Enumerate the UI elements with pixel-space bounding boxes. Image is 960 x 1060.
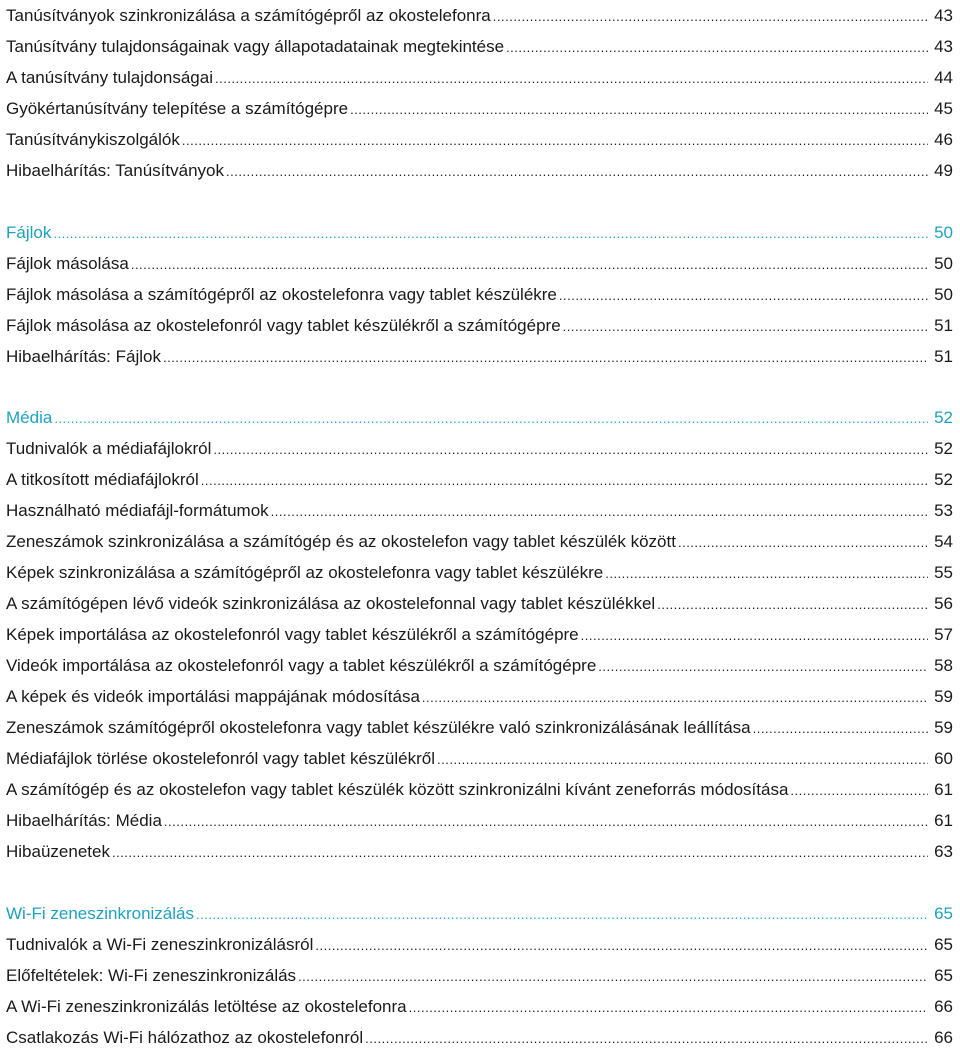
toc-page-number: 52 (934, 470, 953, 489)
toc-entry[interactable] (6, 960, 953, 991)
toc-page-number: 65 (934, 965, 953, 985)
toc-page-number: 50 (934, 253, 953, 273)
toc-entry-label: Fájlok másolása az okostelefonról vagy tablet készülékről a számítógépre (6, 315, 561, 335)
dot-leader (196, 899, 928, 930)
dot-leader (163, 342, 928, 373)
toc-entry-label: Wi-Fi zeneszinkronizálás (6, 903, 194, 923)
toc-entry[interactable] (6, 712, 953, 743)
dot-leader (493, 1, 928, 32)
toc-entry[interactable] (6, 0, 953, 31)
toc-page-number: 65 (934, 934, 953, 954)
toc-page-number: 44 (934, 68, 953, 87)
toc-entry-label: Képek szinkronizálása a számítógépről az okostelefonra vagy tablet készülékre (6, 563, 604, 582)
dot-leader (678, 527, 928, 558)
toc-entry-label: Hibaelhárítás: Fájlok (6, 346, 161, 366)
dot-leader (559, 280, 928, 311)
dot-leader (506, 32, 928, 63)
dot-leader (271, 496, 928, 527)
dot-leader (315, 930, 928, 961)
toc-page-number: 45 (934, 99, 953, 118)
dot-leader (215, 63, 928, 94)
toc-entry-label: A titkosított médiafájlokról (6, 470, 199, 489)
dot-leader (226, 156, 928, 187)
table-of-contents (6, 0, 953, 1053)
toc-entry-label: Tanúsítványok szinkronizálása a számítógépről az okostelefonra (6, 6, 491, 25)
toc-entry-label: Fájlok másolása a számítógépről az okostelefonra vagy tablet készülékre (6, 284, 557, 304)
toc-entry[interactable] (6, 526, 953, 557)
toc-entry[interactable] (6, 743, 953, 774)
toc-entry[interactable] (6, 62, 953, 93)
toc-page-number: 53 (934, 501, 953, 520)
dot-leader (563, 311, 928, 342)
toc-entry-label: Előfeltételek: Wi-Fi zeneszinkronizálás (6, 965, 297, 985)
toc-entry-label: Tanúsítványkiszolgálók (6, 130, 180, 149)
toc-section-heading[interactable] (6, 217, 953, 248)
toc-entry-label: Tudnivalók a médiafájlokról (6, 439, 212, 458)
toc-entry-label: Média (6, 408, 53, 427)
dot-leader (213, 434, 928, 465)
toc-page-number: 46 (934, 130, 953, 149)
toc-page-number: 55 (934, 563, 953, 582)
toc-entry[interactable] (6, 588, 953, 619)
toc-page-number: 66 (934, 996, 953, 1016)
toc-entry[interactable] (6, 341, 953, 372)
toc-entry[interactable] (6, 619, 953, 650)
dot-leader (790, 775, 928, 806)
dot-leader (422, 682, 928, 713)
toc-section-heading[interactable] (6, 898, 953, 929)
toc-entry-label: Hibaelhárítás: Tanúsítványok (6, 161, 224, 180)
toc-entry-label: A számítógépen lévő videók szinkronizálása az okostelefonnal vagy tablet készülékkel (6, 594, 656, 613)
toc-entry-label: A számítógép és az okostelefon vagy tablet készülék között szinkronizálni kívánt zeneforrás módosítása (6, 780, 789, 799)
dot-leader (131, 249, 928, 280)
toc-page-number: 60 (934, 749, 953, 768)
toc-entry-label: Médiafájlok törlése okostelefonról vagy tablet készülékről (6, 749, 436, 768)
toc-page-number: 59 (934, 718, 953, 737)
toc-entry[interactable] (6, 495, 953, 526)
toc-entry[interactable] (6, 681, 953, 712)
dot-leader (753, 713, 928, 744)
toc-page-number: 51 (934, 346, 953, 366)
toc-entry-label: Hibaüzenetek (6, 842, 110, 861)
toc-entry[interactable] (6, 93, 953, 124)
toc-page-number: 43 (934, 37, 953, 56)
toc-page-number: 50 (934, 222, 953, 242)
dot-leader (437, 744, 928, 775)
toc-entry-label: Használható médiafájl-formátumok (6, 501, 269, 520)
toc-entry[interactable] (6, 774, 953, 805)
toc-entry-label: Zeneszámok szinkronizálása a számítógép és az okostelefon vagy tablet készülék között (6, 532, 676, 551)
toc-page-number: 61 (934, 780, 953, 799)
toc-page-number: 59 (934, 687, 953, 706)
dot-leader (182, 125, 928, 156)
toc-entry[interactable] (6, 557, 953, 588)
toc-page-number: 58 (934, 656, 953, 675)
toc-entry[interactable] (6, 464, 953, 495)
dot-leader (350, 94, 928, 125)
toc-entry-label: Csatlakozás Wi-Fi hálózathoz az okostelefonról (6, 1027, 364, 1047)
dot-leader (53, 218, 928, 249)
dot-leader (409, 992, 928, 1023)
toc-page-number: 52 (934, 439, 953, 458)
dot-leader (54, 403, 928, 434)
toc-entry-label: Gyökértanúsítvány telepítése a számítógépre (6, 99, 349, 118)
toc-entry[interactable] (6, 155, 953, 186)
toc-page-number: 56 (934, 594, 953, 613)
dot-leader (605, 558, 928, 589)
toc-page-number: 61 (934, 811, 953, 830)
toc-page-number: 57 (934, 625, 953, 644)
toc-entry-label: Képek importálása az okostelefonról vagy tablet készülékről a számítógépre (6, 625, 579, 644)
toc-entry[interactable] (6, 991, 953, 1022)
toc-page-number: 65 (934, 903, 953, 923)
toc-entry-label: Tudnivalók a Wi-Fi zeneszinkronizálásról (6, 934, 314, 954)
dot-leader (201, 465, 928, 496)
toc-entry-label: Fájlok másolása (6, 253, 129, 273)
toc-entry-label: Tanúsítvány tulajdonságainak vagy állapotadatainak megtekintése (6, 37, 505, 56)
toc-page-number: 63 (934, 842, 953, 861)
toc-entry-label: Videók importálása az okostelefonról vagy a tablet készülékről a számítógépre (6, 656, 597, 675)
toc-page-number: 43 (934, 6, 953, 25)
toc-entry-label: Zeneszámok számítógépről okostelefonra vagy tablet készülékre való szinkronizálásának leállítása (6, 718, 751, 737)
toc-page-number: 51 (934, 315, 953, 335)
toc-entry[interactable] (6, 929, 953, 960)
toc-entry[interactable] (6, 279, 953, 310)
toc-entry[interactable] (6, 433, 953, 464)
toc-page-number: 49 (934, 161, 953, 180)
toc-page-number: 52 (934, 408, 953, 427)
toc-entry-label: Hibaelhárítás: Média (6, 811, 162, 830)
toc-page-number: 50 (934, 284, 953, 304)
toc-entry[interactable] (6, 805, 953, 836)
toc-page-number: 54 (934, 532, 953, 551)
toc-entry[interactable] (6, 31, 953, 62)
toc-entry-label: A képek és videók importálási mappájának módosítása (6, 687, 420, 706)
toc-entry[interactable] (6, 836, 953, 867)
toc-entry[interactable] (6, 650, 953, 681)
dot-leader (164, 806, 928, 837)
toc-entry-label: Fájlok (6, 222, 52, 242)
toc-entry-label: A Wi-Fi zeneszinkronizálás letöltése az okostelefonra (6, 996, 407, 1016)
toc-section-heading[interactable] (6, 402, 953, 433)
toc-page-number: 66 (934, 1027, 953, 1047)
dot-leader (581, 620, 928, 651)
toc-entry[interactable] (6, 248, 953, 279)
dot-leader (598, 651, 928, 682)
dot-leader (112, 837, 928, 868)
toc-entry[interactable] (6, 1022, 953, 1053)
dot-leader (657, 589, 928, 620)
dot-leader (298, 961, 928, 992)
dot-leader (365, 1023, 928, 1054)
toc-entry[interactable] (6, 124, 953, 155)
toc-entry[interactable] (6, 310, 953, 341)
toc-entry-label: A tanúsítvány tulajdonságai (6, 68, 213, 87)
